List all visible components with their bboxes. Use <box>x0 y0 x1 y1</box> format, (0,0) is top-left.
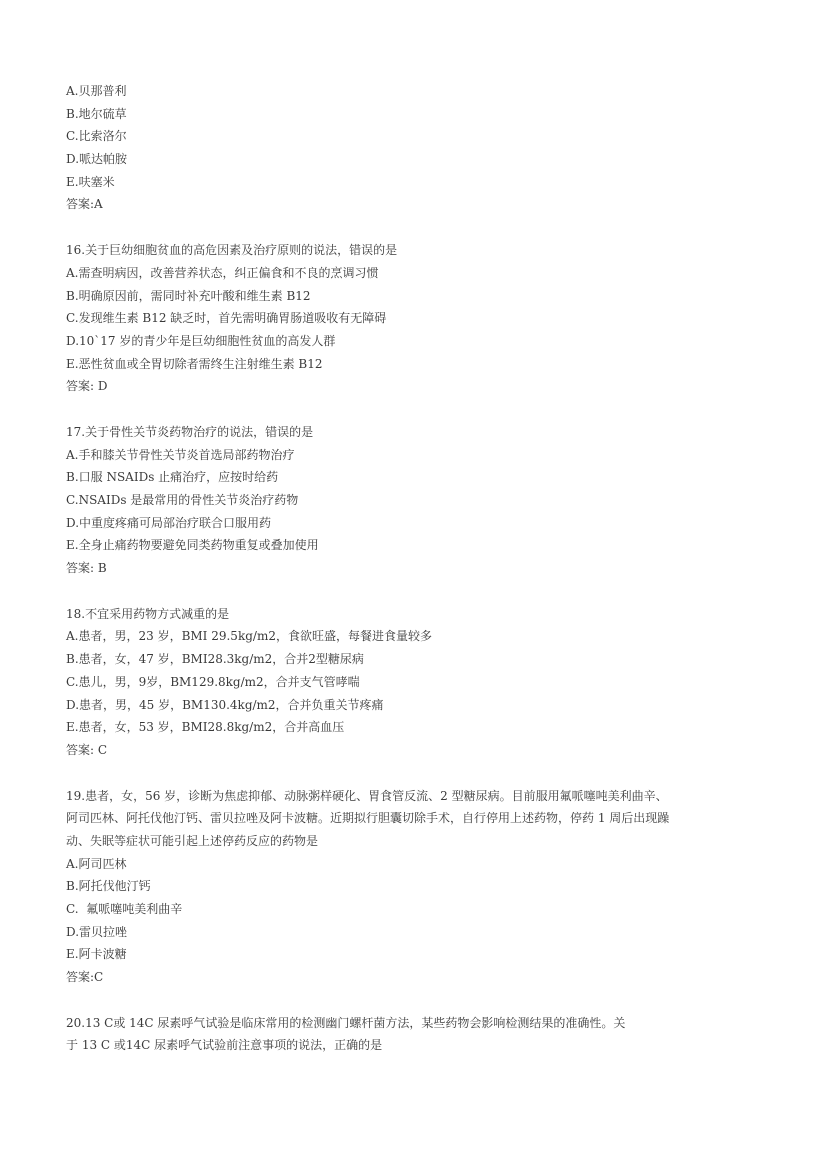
option-b: B.阿托伐他汀钙 <box>66 879 151 894</box>
question-stem-line-1: 20.13 C或 14C 尿素呼气试验是临床常用的检测幽门螺杆菌方法，某些药物会影响检测结果的准确性。关 <box>66 1015 626 1030</box>
question-18 <box>66 603 766 762</box>
option-d: D.雷贝拉唑 <box>66 924 128 939</box>
answer: 答案: D <box>66 379 108 394</box>
question-stem: 18.不宜采用药物方式减重的是 <box>66 606 230 621</box>
option-e: E.恶性贫血或全胃切除者需终生注射维生素 B12 <box>66 356 323 371</box>
option-a: A.手和膝关节骨性关节炎首选局部药物治疗 <box>66 447 295 462</box>
answer: 答案: C <box>66 742 108 757</box>
answer: 答案:C <box>66 970 104 985</box>
option-b: B.地尔硫草 <box>66 106 127 121</box>
option-b: B.口服 NSAIDs 止痛治疗，应按时给药 <box>66 470 279 485</box>
option-d: D.10`17 岁的青少年是巨幼细胞性贫血的高发人群 <box>66 333 336 348</box>
option-e: E.阿卡波糖 <box>66 947 127 962</box>
option-d: D.患者，男，45 岁，BM130.4kg/m2，合并负重关节疼痛 <box>66 697 384 712</box>
option-a: A.患者，男，23 岁，BMI 29.5kg/m2，食欲旺盛，每餐进食量较多 <box>66 629 432 644</box>
option-a: A.需查明病因，改善营养状态，纠正偏食和不良的烹调习惯 <box>66 265 379 280</box>
option-e: E.患者，女，53 岁，BMI28.8kg/m2，合并高血压 <box>66 720 345 735</box>
option-e: E.呋塞米 <box>66 174 115 189</box>
question-17 <box>66 421 766 580</box>
option-d: D.中重度疼痛可局部治疗联合口服用药 <box>66 515 272 530</box>
option-c: C. 氟哌噻吨美利曲辛 <box>66 902 183 916</box>
option-e: E.全身止痛药物要避免同类药物重复或叠加使用 <box>66 538 319 553</box>
question-stem: 16.关于巨幼细胞贫血的高危因素及治疗原则的说法，错误的是 <box>66 243 398 258</box>
option-c: C.比索洛尔 <box>66 129 127 144</box>
question-stem-line-1: 19.患者，女，56 岁，诊断为焦虑抑郁、动脉粥样硬化、胃食管反流、2 型糖尿病。目前服用氟哌噻吨美利曲辛、 <box>66 788 668 803</box>
option-c: C.NSAIDs 是最常用的骨性关节炎治疗药物 <box>66 493 299 507</box>
answer: 答案: B <box>66 561 107 576</box>
answer: 答案:A <box>66 197 103 212</box>
question-stem: 17.关于骨性关节炎药物治疗的说法，错误的是 <box>66 424 314 439</box>
option-c: C.发现维生素 B12 缺乏时，首先需明确胃肠道吸收有无障碍 <box>66 311 387 326</box>
option-a: A.贝那普利 <box>66 84 127 98</box>
document-page <box>66 80 766 1057</box>
question-19 <box>66 785 766 989</box>
question-stem-line-3: 动、失眠等症状可能引起上述停药反应的药物是 <box>66 833 319 848</box>
question-15-tail <box>66 80 766 216</box>
question-20 <box>66 1012 766 1057</box>
option-c: C.患儿，男，9岁，BM129.8kg/m2，合并支气管哮喘 <box>66 674 360 689</box>
option-d: D.哌达帕胺 <box>66 152 128 167</box>
option-b: B.明确原因前，需同时补充叶酸和维生素 B12 <box>66 288 311 303</box>
option-b: B.患者，女，47 岁，BMI28.3kg/m2，合并2型糖尿病 <box>66 652 364 667</box>
question-16 <box>66 239 766 398</box>
option-a: A.阿司匹林 <box>66 856 127 871</box>
question-stem-line-2: 于 13 C 或14C 尿素呼气试验前注意事项的说法，正确的是 <box>66 1038 383 1053</box>
question-stem-line-2: 阿司匹林、阿托伐他汀钙、雷贝拉唑及阿卡波糖。近期拟行胆囊切除手术，自行停用上述药物，停药 1 周后出现躁 <box>66 811 670 826</box>
